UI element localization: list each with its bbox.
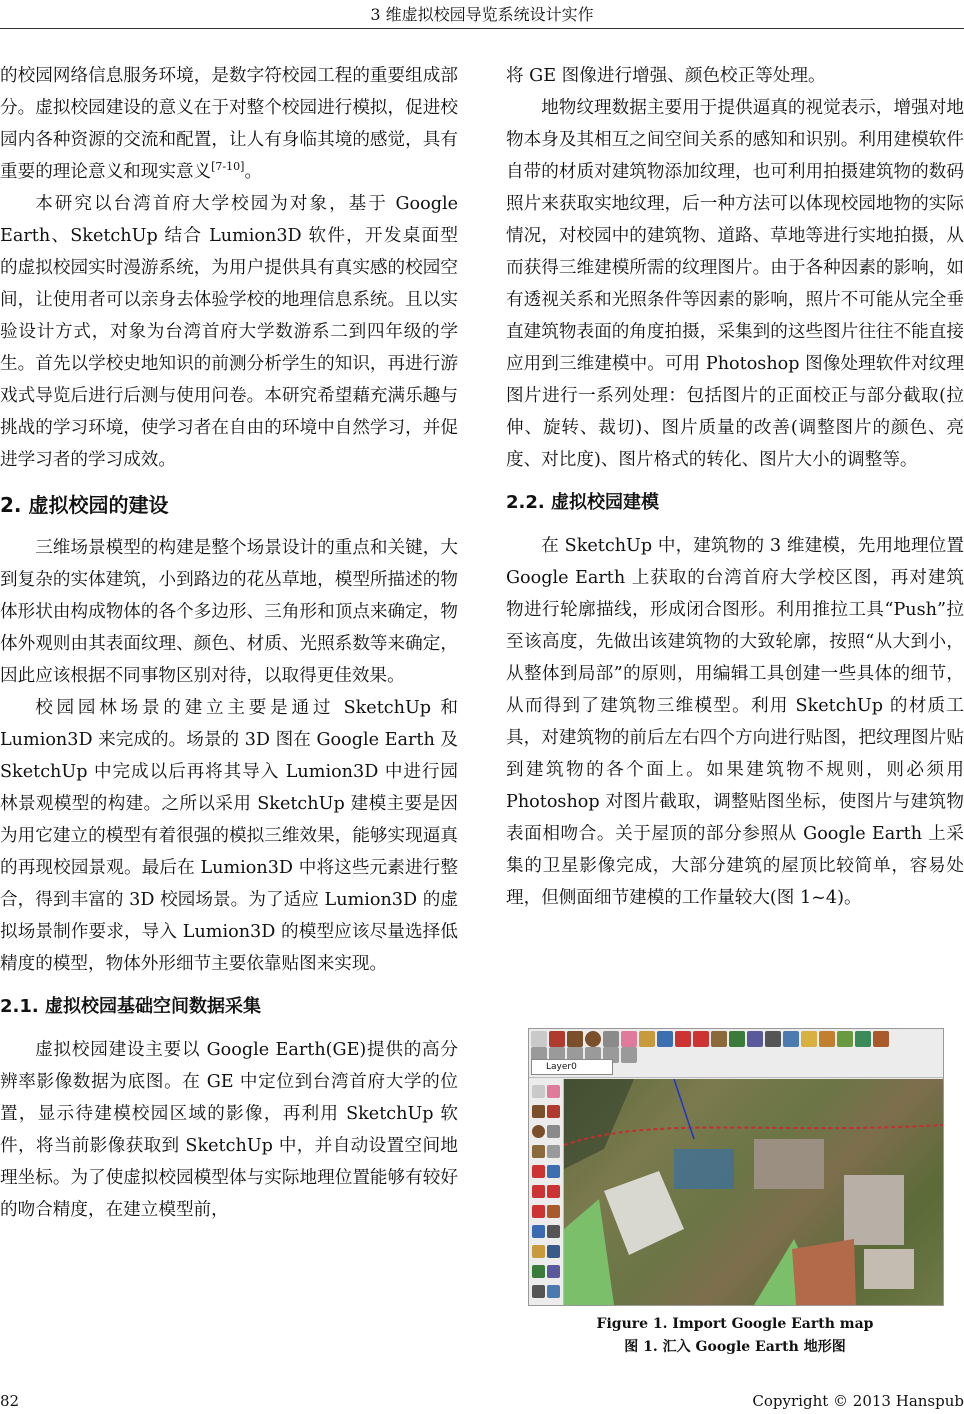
- map-tall-building: [844, 1175, 904, 1245]
- figure-caption-english: Figure 1. Import Google Earth map: [596, 1316, 874, 1332]
- figure-toolbar: [529, 1029, 943, 1078]
- share-model-icon: [819, 1031, 835, 1047]
- side-dimension-icon: [547, 1225, 560, 1238]
- paragraph-4: 校园园林场景的建立主要是通过 SketchUp 和 Lumion3D 来完成的。场景的 3D 图在 Google Earth 及 SketchUp 中完成以后再将其导入 Lumion3D 中进行园林景观模型的构建。之所以采用 SketchUp 建模主要是因为用它建立的模型有着很强的模拟三维效果，能够实现逼真的再现校园景观。最后在 Lumion3D 中将这些元素进行整合，得到丰富的 3D 校园场景。为了适应 Lumion3D 的虚拟场景制作要求，导入 Lumion3D 的模型应该尽量选择低精度的模型，物体外形细节主要依靠贴图来实现。: [0, 698, 458, 974]
- layer-dropdown: Layer0: [531, 1059, 613, 1075]
- side-arc-icon: [547, 1125, 560, 1138]
- side-freehand-icon: [547, 1145, 560, 1158]
- map-green-plane-left: [564, 1199, 614, 1305]
- side-offset-icon: [547, 1205, 560, 1218]
- side-line-icon: [547, 1105, 560, 1118]
- side-push-pull-icon: [547, 1165, 560, 1178]
- page-number: 82: [0, 1392, 20, 1410]
- paragraph-3: 三维场景模型的构建是整个场景设计的重点和关键，大到复杂的实体建筑，小到路边的花丛草地，模型所描述的物体形状由构成物体的各个多边形、三角形和顶点来确定，物体外观则由其表面纹理、颜色、材质、光照系数等来确定，因此应该根据不同事物区别对待，以取得更佳效果。: [0, 538, 458, 686]
- section-2-2-heading: 2.2. 虚拟校园建模: [506, 492, 659, 513]
- paragraph-2: 本研究以台湾首府大学校园为对象，基于 Google Earth、SketchUp 结合 Lumion3D 软件，开发桌面型的虚拟校园实时漫游系统，为用户提供具有真实感的校园空间，让使用者可以亲身去体验学校的地理信息系统。且以实验设计方式，对象为台湾首府大学数游系二到四年级的学生。首先以学校史地知识的前测分析学生的知识，再进行游戏式导览后进行后测与使用问卷。本研究希望藉充满乐趣与挑战的学习环境，使学习者在自由的环境中自然学习，并促进学习者的学习成效。: [0, 194, 458, 470]
- zoom-icon: [765, 1031, 781, 1047]
- google-earth-icon: [855, 1031, 871, 1047]
- move-icon: [675, 1031, 691, 1047]
- side-move-icon: [532, 1165, 545, 1178]
- map-lower-building: [864, 1249, 914, 1289]
- paragraph-6: 将 GE 图像进行增强、颜色校正等处理。: [506, 66, 826, 86]
- side-rectangle-icon: [532, 1105, 545, 1118]
- map-red-path: [564, 1125, 943, 1145]
- side-zoom-icon: [532, 1285, 545, 1298]
- paint-bucket-icon: [639, 1031, 655, 1047]
- map-dark-area: [564, 1079, 634, 1169]
- side-select-icon: [532, 1085, 545, 1098]
- side-walk-icon: [547, 1285, 560, 1298]
- follow-me-icon: [711, 1031, 727, 1047]
- paragraph-1-end: 。: [244, 162, 263, 182]
- section-2-heading: 2. 虚拟校园的建设: [0, 493, 169, 517]
- citation-7-10: [7-10]: [211, 160, 245, 174]
- satellite-map-svg: [564, 1079, 943, 1305]
- side-scale-icon: [532, 1205, 545, 1218]
- paragraph-1-text: 的校园网络信息服务环境，是数字符校园工程的重要组成部分。虚拟校园建设的意义在于对整个校园进行模拟，促进校园内各种资源的交流和配置，让人有身临其境的感觉，具有重要的理论意义和现实意义: [0, 66, 458, 182]
- paragraph-8: 在 SketchUp 中，建筑物的 3 维建模，先用地理位置 Google Earth 上获取的台湾首府大学校区图，再对建筑物进行轮廓描线，形成闭合图形。利用推拉工具“Push”拉至该高度，先做出该建筑物的大致轮廓，按照“从大到小，从整体到局部”的原则，用编辑工具创建一些具体的细节，从而得到了建筑物三维模型。利用 SketchUp 的材质工具，对建筑物的前后左右四个方向进行贴图，把纹理图片贴到建筑物的各个面上。如果建筑物不规则，则必须用 Photoshop 对图片截取，调整贴图坐标，使图片与建筑物表面相吻合。关于屋顶的部分参照从 Google Earth 上采集的卫星影像完成，大部分建筑的屋顶比较简单，容易处理，但侧面细节建模的工作量较大(图 1~4)。: [506, 536, 964, 908]
- map-building-cluster: [754, 1139, 824, 1189]
- left-view-icon: [621, 1047, 637, 1063]
- get-models-icon: [801, 1031, 817, 1047]
- map-blue-building: [674, 1149, 734, 1189]
- side-axes-icon: [547, 1245, 560, 1258]
- orbit-icon: [729, 1031, 745, 1047]
- paragraph-1: [0, 60, 458, 188]
- figure-1-sketchup-screenshot: [528, 1028, 944, 1306]
- side-tape-icon: [532, 1225, 545, 1238]
- copyright: Copyright © 2013 Hanspub: [752, 1392, 964, 1410]
- side-orbit-icon: [532, 1265, 545, 1278]
- map-blue-axis: [674, 1079, 694, 1139]
- header-rule: [0, 28, 964, 29]
- rotate-icon: [693, 1031, 709, 1047]
- paragraph-5: 虚拟校园建设主要以 Google Earth(GE)提供的高分辨率影像数据为底图。在 GE 中定位到台湾首府大学的位置，显示待建模校园区域的影像，再利用 SketchUp 软件，将当前影像获取到 SketchUp 中，并自动设置空间地理坐标。为了使虚拟校园模型体与实际地理位置能够有较好的吻合精度，在建立模型前，: [0, 1040, 458, 1220]
- left-column: [0, 60, 458, 1226]
- figure-side-toolbar: [529, 1079, 564, 1305]
- side-eraser-icon: [547, 1085, 560, 1098]
- side-pan-icon: [547, 1265, 560, 1278]
- add-location-icon: [837, 1031, 853, 1047]
- map-white-roof: [604, 1171, 684, 1255]
- side-paint-icon: [532, 1245, 545, 1258]
- section-2-1-heading: 2.1. 虚拟校园基础空间数据采集: [0, 996, 261, 1017]
- running-title: 3 维虚拟校园导览系统设计实作: [370, 5, 594, 24]
- side-polygon-icon: [532, 1145, 545, 1158]
- side-rotate-icon: [532, 1185, 545, 1198]
- side-circle-icon: [532, 1125, 545, 1138]
- figure-caption-chinese: 图 1. 汇入 Google Earth 地形图: [624, 1339, 846, 1355]
- side-follow-me-icon: [547, 1185, 560, 1198]
- satellite-map-image: [564, 1079, 943, 1305]
- pan-icon: [747, 1031, 763, 1047]
- zoom-extents-icon: [783, 1031, 799, 1047]
- paragraph-7: 地物纹理数据主要用于提供逼真的视觉表示，增强对地物本身及其相互之间空间关系的感知和识别。利用建模软件自带的材质对建筑物添加纹理，也可利用拍摄建筑物的数码照片来获取实地纹理，后一种方法可以体现校园地物的实际情况，对校园中的建筑物、道路、草地等进行实地拍摄，从而获得三维建模所需的纹理图片。由于各种因素的影响，如有透视关系和光照条件等因素的影响，照片不可能从完全垂直建筑物表面的角度拍摄，采集到的这些图片往往不能直接应用到三维建模中。可用 Photoshop 图像处理软件对纹理图片进行一系列处理：包括图片的正面校正与部分截取(拉伸、旋转、裁切)、图片质量的改善(调整图片的颜色、亮度、对比度)、图片格式的转化、图片大小的调整等。: [506, 98, 964, 470]
- photo-textures-icon: [873, 1031, 889, 1047]
- map-running-track: [792, 1239, 856, 1305]
- push-pull-icon: [657, 1031, 673, 1047]
- right-column: [506, 60, 964, 914]
